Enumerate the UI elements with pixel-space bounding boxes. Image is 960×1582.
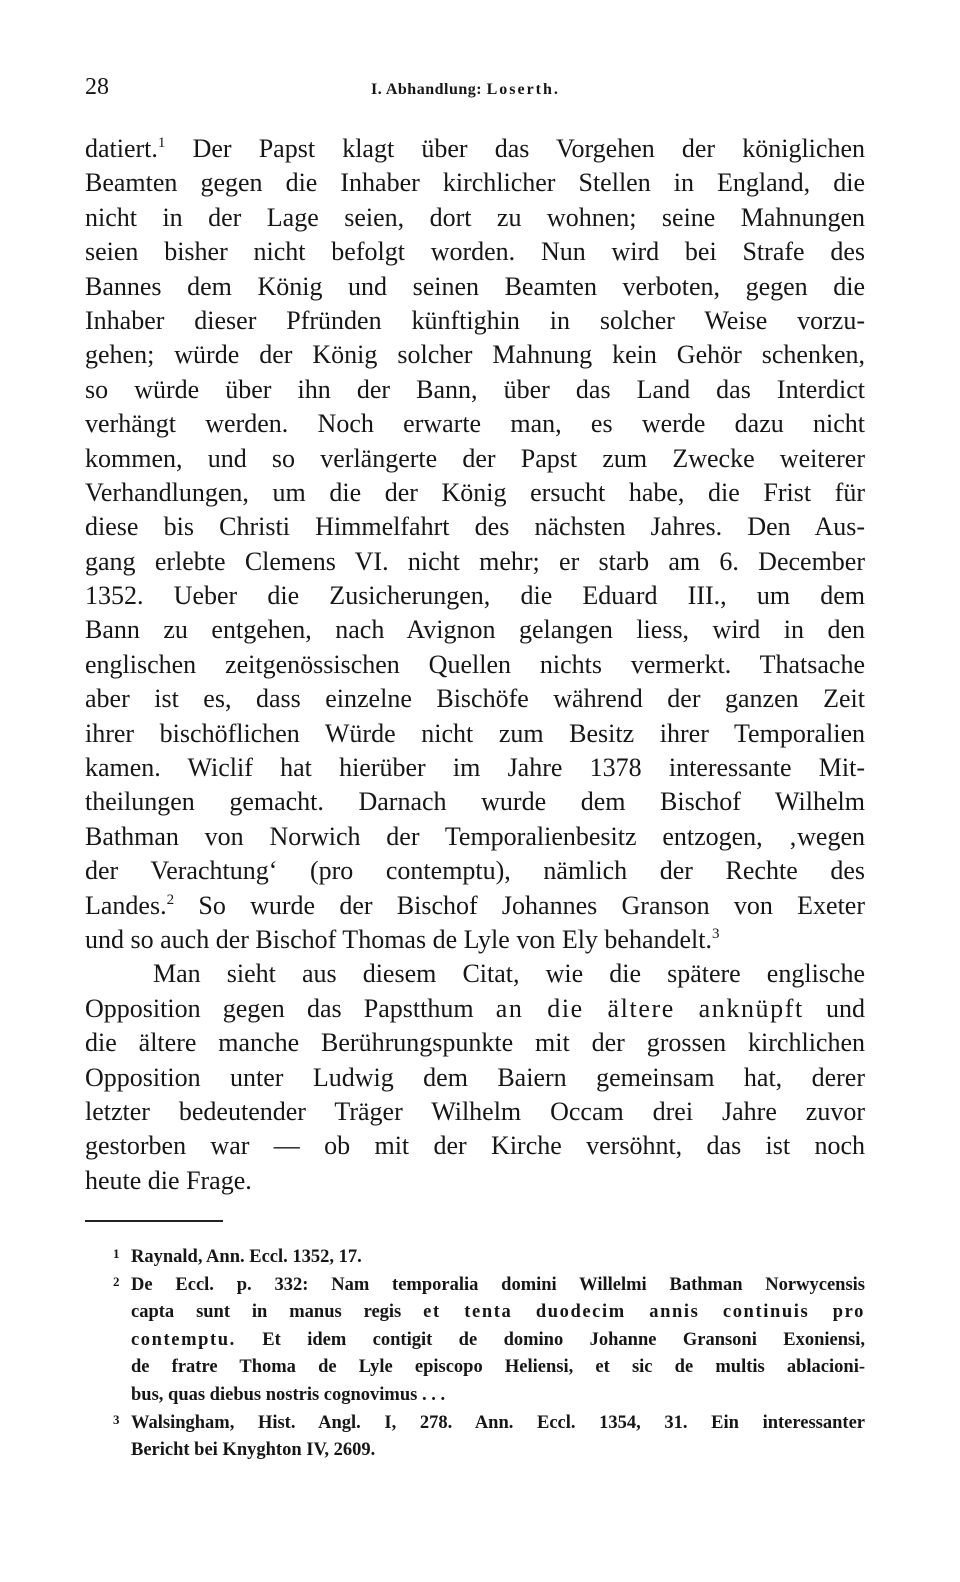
text-line: heute die Frage. [85, 1165, 252, 1195]
text-line [85, 889, 865, 923]
text-line: so würde über ihn der Bann, über das Land das Interdict [85, 374, 865, 404]
text-line: gestorben war — ob mit der Kirche versöhnt, das ist noch [85, 1131, 865, 1161]
text-line: gang erlebte Clemens VI. nicht mehr; er starb am 6. December [85, 546, 865, 576]
text-segment: Der Papst klagt über das Vorgehen der königlichen [165, 134, 865, 163]
text-segment: datiert. [85, 134, 158, 163]
running-head [371, 78, 560, 102]
text-line [85, 992, 865, 1026]
footnote-3 [85, 1410, 865, 1438]
text-line: nicht in der Lage seien, dort zu wohnen; seine Mahnungen [85, 202, 865, 232]
footnote-divider [85, 1220, 223, 1222]
emphasized-text: contemptu. [131, 1329, 236, 1350]
footnote-ref-1: 1 [157, 135, 166, 151]
text-segment: Opposition gegen das Papstthum [85, 993, 496, 1023]
text-line: englischen zeitgenössischen Quellen nichts vermerkt. Thatsache [85, 649, 865, 679]
text-line: kommen, und so verlängerte der Papst zum Zwecke weiterer [85, 443, 865, 473]
text-line: aber ist es, dass einzelne Bischöfe während der ganzen Zeit [85, 684, 865, 714]
text-segment: Landes. [85, 890, 167, 920]
text-line: gehen; würde der König solcher Mahnung kein Gehör schenken, [85, 340, 865, 370]
running-head-section: I. Abhandlung: [371, 81, 483, 98]
text-line [85, 132, 865, 166]
footnotes [85, 1244, 865, 1465]
footnote-text: capta sunt in manus regis [131, 1302, 424, 1323]
text-line: theilungen gemacht. Darnach wurde dem Bischof Wilhelm [85, 787, 865, 817]
text-line: Bann zu entgehen, nach Avignon gelangen liess, wird in den [85, 615, 865, 645]
text-line: letzter bedeutender Träger Wilhelm Occam drei Jahre zuvor [85, 1096, 865, 1126]
paragraph-start-line: Man sieht aus diesem Citat, wie die spätere englische [153, 959, 865, 989]
footnote-line: de fratre Thoma de Lyle episcopo Heliensi, et sic de multis ablacioni- [131, 1357, 865, 1378]
footnote-line: Bericht bei Knyghton IV, 2609. [131, 1440, 376, 1461]
footnote-ref-3: 3 [712, 925, 720, 942]
text-line: die ältere manche Berührungspunkte mit der grossen kirchlichen [85, 1028, 865, 1058]
text-line: verhängt werden. Noch erwarte man, es werde dazu nicht [85, 409, 865, 439]
page-header [85, 72, 865, 112]
text-segment: und so auch der Bischof Thomas de Lyle von Ely behandelt. [85, 924, 712, 954]
footnote-2 [85, 1272, 865, 1300]
footnote-text: Walsingham, Hist. Angl. I, 278. Ann. Eccl. 1354, 31. Ein interessanter [131, 1412, 865, 1433]
text-line [85, 923, 865, 957]
footnote-number: 1 [113, 1246, 120, 1261]
text-line: ihrer bischöflichen Würde nicht zum Besitz ihrer Temporalien [85, 718, 865, 748]
text-line: Opposition unter Ludwig dem Baiern gemeinsam hat, derer [85, 1062, 865, 1092]
text-line: Bathman von Norwich der Temporalienbesitz entzogen, ‚wegen [85, 821, 865, 851]
text-segment: und [803, 993, 865, 1023]
footnote-number: 3 [113, 1411, 120, 1427]
footnote-ref-2: 2 [166, 891, 175, 908]
emphasized-text: et tenta duodecim annis continuis pro [423, 1302, 865, 1323]
text-line: kamen. Wiclif hat hierüber im Jahre 1378 interessante Mit- [85, 753, 865, 783]
footnote-line: bus, quas diebus nostris cognovimus . . . [131, 1384, 446, 1405]
footnote-line [85, 1299, 865, 1327]
text-line: der Verachtung‘ (pro contemptu), nämlich der Rechte des [85, 856, 865, 886]
text-line: seien bisher nicht befolgt worden. Nun wird bei Strafe des [85, 237, 865, 267]
text-line: 1352. Ueber die Zusicherungen, die Eduard III., um dem [85, 581, 865, 611]
text-line: Verhandlungen, um die der König ersucht habe, die Frist für [85, 477, 865, 507]
page-number: 28 [85, 74, 109, 100]
main-text [85, 132, 865, 1198]
text-line: Inhaber dieser Pfründen künftighin in solcher Weise vorzu- [85, 305, 865, 335]
footnote-line [85, 1327, 865, 1355]
footnote-1 [85, 1244, 865, 1272]
running-head-author: Loserth. [486, 81, 560, 98]
text-line: diese bis Christi Himmelfahrt des nächsten Jahres. Den Aus- [85, 512, 865, 542]
text-line: Bannes dem König und seinen Beamten verboten, gegen die [85, 271, 865, 301]
footnote-text: Et idem contigit de domino Johanne Gransoni Exoniensi, [235, 1329, 865, 1350]
emphasized-text: an die ältere anknüpft [495, 993, 804, 1023]
footnote-number: 2 [113, 1273, 120, 1289]
text-segment: So wurde der Bischof Johannes Granson von Exeter [174, 890, 865, 920]
footnote-text: Raynald, Ann. Eccl. 1352, 17. [131, 1247, 362, 1267]
text-line: Beamten gegen die Inhaber kirchlicher Stellen in England, die [85, 168, 865, 198]
footnote-text: De Eccl. p. 332: Nam temporalia domini Willelmi Bathman Norwycensis [131, 1274, 865, 1295]
